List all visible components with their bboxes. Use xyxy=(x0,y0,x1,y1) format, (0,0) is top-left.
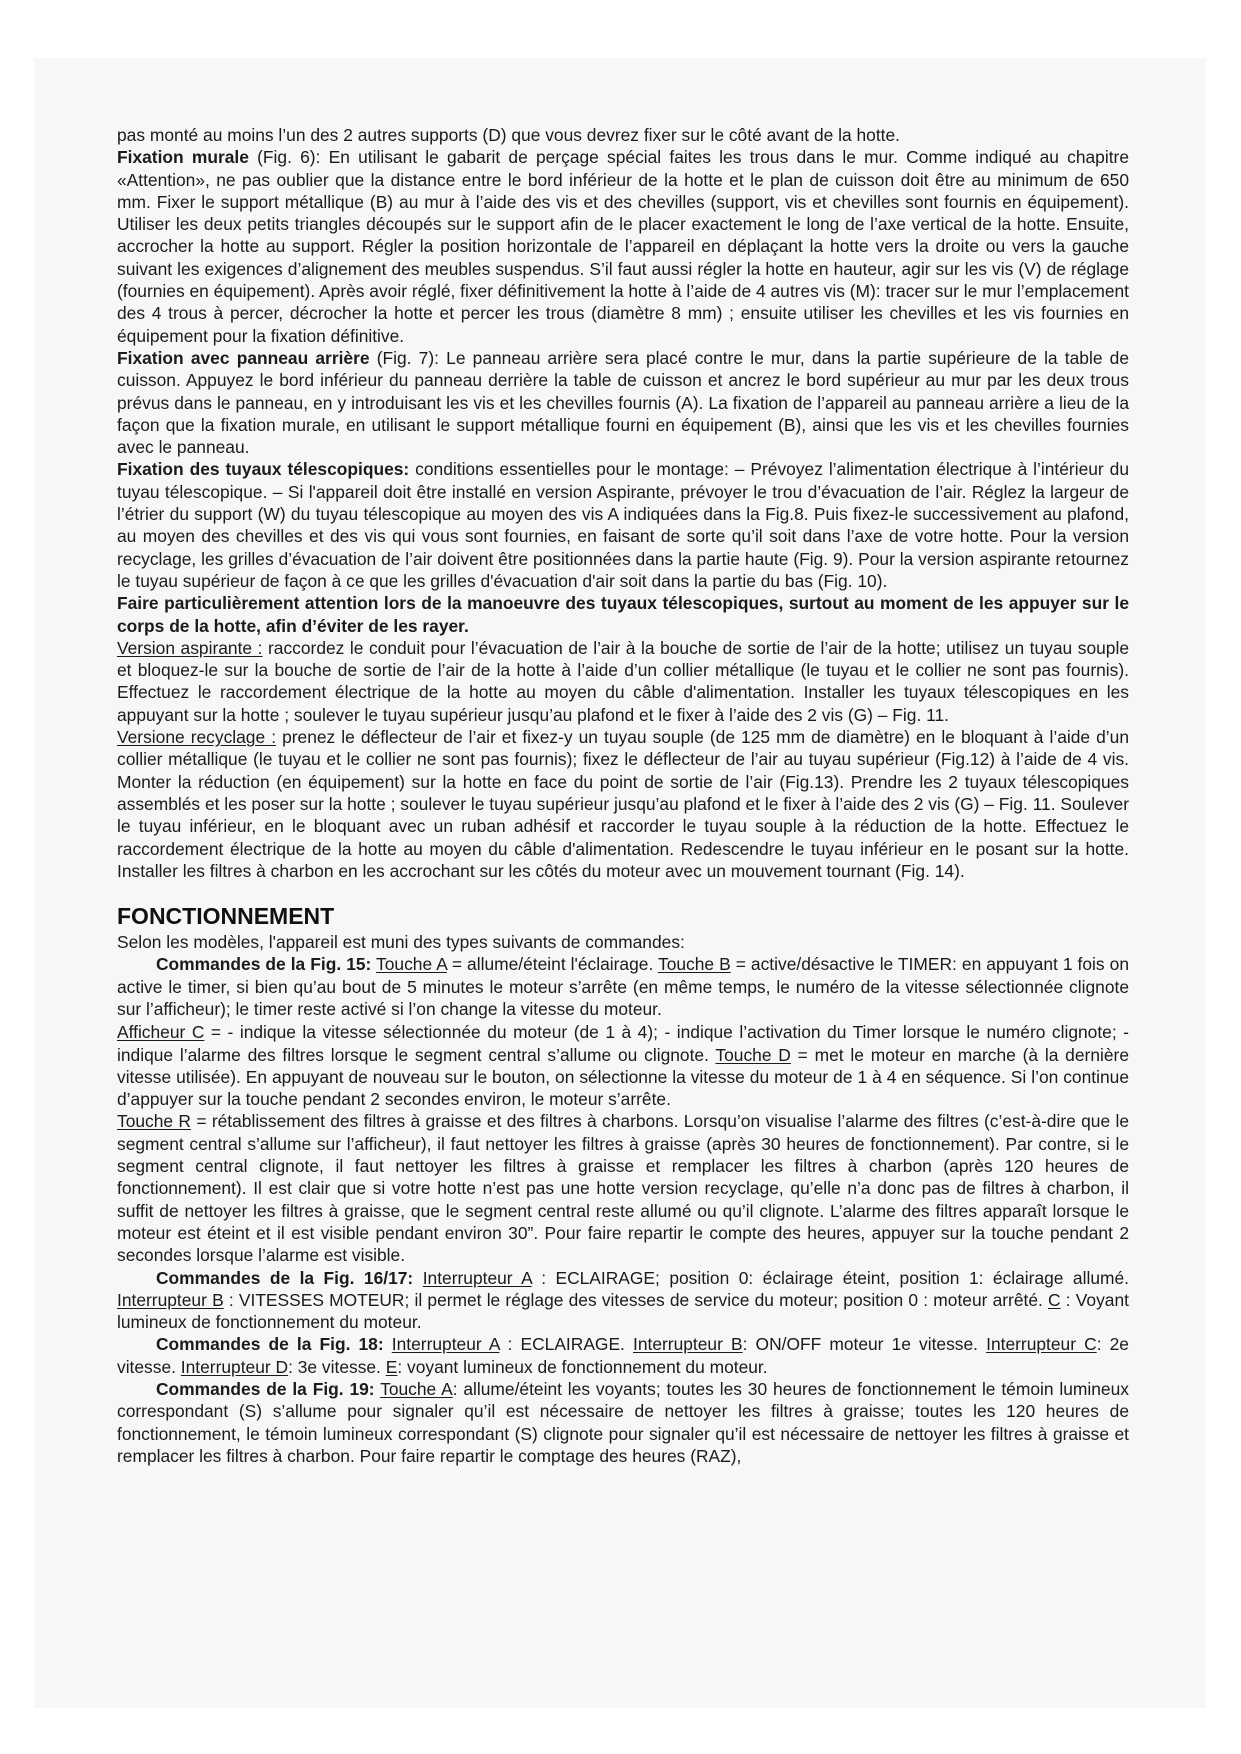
paragraph-intro: Selon les modèles, l'appareil est muni des types suivants de commandes: xyxy=(117,932,685,953)
paragraph-version-recyclage: Versione recyclage : prenez le déflecteur de l’air et fixez-y un tuyau souple (de 125 mm de diamètre) en le bloquant à l’aide d’un collier métallique (le tuyau et le collier ne sont pas fournis); fixez le déflecteur de l’air au tuyau supérieur (Fig.12) à l’aide de 4 vis. Monter la réduction (en équipement) sur la hotte en face du point de sortie de l’air (Fig.13). Prendre les 2 tuyaux télescopiques assemblés et les poser sur la hotte ; soulever le tuyau supérieur jusqu’au plafond et le fixer à l’aide des 2 vis (G) – Fig. 11. Soulever le tuyau inférieur, en le bloquant avec un ruban adhésif et raccorder le tuyau souple à la réduction de la hotte. Effectuez le raccordement électrique de la hotte au moyen du câble d'alimentation. Redescendre le tuyau inférieur en le posant sur la hotte. Installer les filtres à charbon en les accrochant sur les côtés du moteur avec un mouvement tournant (Fig. 14). xyxy=(117,727,1129,881)
paragraph-commandes-fig18: Commandes de la Fig. 18: Interrupteur A : ECLAIRAGE. Interrupteur B: ON/OFF moteur 1e vitesse. Interrupteur C: 2e vitesse. Interrupteur D: 3e vitesse. E: voyant lumineux de fonctionnement du moteur. xyxy=(117,1334,1129,1377)
paragraph-fixation-tuyaux: Fixation des tuyaux télescopiques: conditions essentielles pour le montage: – Prévoyez l’alimentation électrique à l’intérieur du tuyau télescopique. – Si l'appareil doit être installé en version Aspirante, prévoyer le trou d’évacuation de l’air. Réglez la largeur de l’étrier du support (W) du tuyau télescopique au moyen des vis A indiquées dans la Fig.8. Puis fixez-le successivement au plafond, au moyen des chevilles et des vis qui vous sont fournies, en faisant de sorte qu’il soit dans l’axe de votre hotte. Pour la version recyclage, les grilles d’évacuation de l’air doivent être positionnées dans la partie haute (Fig. 9). Pour la version aspirante retournez le tuyau supérieur de façon à ce que les grilles d'évacuation d'air soit dans la partie du bas (Fig. 10). xyxy=(117,459,1129,591)
paragraph-support-d: pas monté au moins l’un des 2 autres supports (D) que vous devrez fixer sur le côté avant de la hotte. xyxy=(117,125,900,145)
warning-paragraph: Faire particulièrement attention lors de la manoeuvre des tuyaux télescopiques, surtout au moment de les appuyer sur le corps de la hotte, afin d’éviter de les rayer. xyxy=(117,593,1129,636)
fixation-murale-title: Fixation murale xyxy=(117,147,249,168)
paragraph-afficheur: Afficheur C = - indique la vitesse sélectionnée du moteur (de 1 à 4); - indique l’activation du Timer lorsque le numéro clignote; - indique l’alarme des filtres lorsque le segment central s’allume ou clignote. Touche D = met le moteur en marche (à la dernière vitesse utilisée). En appuyant de nouveau sur le bouton, on sélectionne la vitesse du moteur de 1 à 4 en séquence. Si l’on continue d’appuyer sur la touche pendant 2 secondes environ, le moteur s’arrête. xyxy=(117,1022,1129,1110)
paragraph-touche-r: Touche R = rétablissement des filtres à graisse et des filtres à charbons. Lorsqu’on visualise l’alarme des filtres (c’est-à-dire que le segment central s’allume sur l’afficheur), il faut nettoyer les filtres à graisse (après 30 heures de fonctionnement). Par contre, si le segment central clignote, il faut nettoyer les filtres à graisse et remplacer les filtres à charbon (après 120 heures de fonctionnement). Il est clair que si votre hotte n’est pas une hotte version recyclage, qu’elle n’a donc pas de filtres à charbon, il suffit de nettoyer les filtres à graisse, que le segment central reste allumé ou qu’il clignote. L’alarme des filtres apparaît lorsque le moteur est éteint et il est visible pendant environ 30”. Pour faire repartir le compte des heures, appuyer sur la touche pendant 2 secondes lorsque l’alarme est visible. xyxy=(117,1111,1130,1266)
fixation-panneau-title: Fixation avec panneau arrière xyxy=(117,347,370,368)
commandes-fig1617-title: Commandes de la Fig. 16/17: xyxy=(156,1267,414,1288)
paragraph-commandes-fig16-17: Commandes de la Fig. 16/17: Interrupteur A : ECLAIRAGE; position 0: éclairage éteint, position 1: éclairage allumé. Interrupteur B : VITESSES MOTEUR; il permet le réglage des vitesses de service du moteur; position 0 : moteur arrêté. C : Voyant lumineux de fonctionnement du moteur. xyxy=(117,1267,1129,1333)
paragraph-fixation-panneau: Fixation avec panneau arrière (Fig. 7): Le panneau arrière sera placé contre le mur, dans la partie supérieure de la table de cuisson. Appuyez le bord inférieur du panneau derrière la table de cuisson et ancrez le bord supérieur au mur par les deux trous prévus dans le panneau, en y introduisant les vis et les chevilles fournis (A). La fixation de l’appareil au panneau arrière a lieu de la façon que la fixation murale, en utilisant le support métallique fourni en équipement (B), ainsi que les vis et les chevilles fournies avec le panneau. xyxy=(117,347,1130,458)
section-heading-fonctionnement: FONCTIONNEMENT xyxy=(117,903,335,930)
commandes-fig15-title: Commandes de la Fig. 15: xyxy=(156,954,372,975)
commandes-fig19-title: Commandes de la Fig. 19: xyxy=(156,1379,375,1400)
fixation-tuyaux-title: Fixation des tuyaux télescopiques: xyxy=(117,459,410,480)
paragraph-commandes-fig19: Commandes de la Fig. 19: Touche A: allume/éteint les voyants; toutes les 30 heures de fonctionnement le témoin lumineux correspondant (S) s’allume pour signaler qu’il est nécessaire de nettoyer les filtres à graisse; toutes les 120 heures de fonctionnement, le témoin lumineux correspondant (S) clignote pour signaler qu’il est nécessaire de nettoyer les filtres à graisse et remplacer les filtres à charbon. Pour faire repartir le comptage des heures (RAZ), xyxy=(117,1379,1129,1466)
paragraph-version-aspirante: Version aspirante : raccordez le conduit pour l’évacuation de l’air à la bouche de sortie de l’air de la hotte; utilisez un tuyau souple et bloquez-le sur la bouche de sortie de l’air de la hotte à l’aide d’un collier métallique (le tuyau et le collier ne sont pas fournis). Effectuez le raccordement électrique de la hotte au moyen du câble d'alimentation. Installer les tuyaux télescopiques en les appuyant sur la hotte ; soulever le tuyau supérieur jusqu’au plafond et le fixer à l’aide des 2 vis (G) – Fig. 11. xyxy=(117,637,1129,725)
document-body xyxy=(117,124,1129,1467)
version-aspirante-label: Version aspirante : xyxy=(117,637,263,658)
commandes-fig18-title: Commandes de la Fig. 18: xyxy=(156,1334,384,1355)
version-recyclage-label: Versione recyclage : xyxy=(117,727,277,748)
paragraph-commandes-fig15: Commandes de la Fig. 15: Touche A = allume/éteint l'éclairage. Touche B = active/désactive le TIMER: en appuyant 1 fois on active le timer, si bien qu’au bout de 5 minutes le moteur s’arrête (en même temps, le numéro de la vitesse sélectionnée clignote sur l’afficheur); le timer reste activé si l’on change la vitesse du moteur. xyxy=(117,954,1129,1019)
paragraph-fixation-murale: Fixation murale (Fig. 6): En utilisant le gabarit de perçage spécial faites les trous dans le mur. Comme indiqué au chapitre «Attention», ne pas oublier que la distance entre le bord inférieur de la hotte et le plan de cuisson doit être au minimum de 650 mm. Fixer le support métallique (B) au mur à l’aide des vis et des chevilles (support, vis et chevilles sont fournis en équipement). Utiliser les deux petits triangles découpés sur le support afin de le placer exactement le long de l’axe vertical de la hotte. Ensuite, accrocher la hotte au support. Régler la position horizontale de l’appareil en déplaçant la hotte vers la droite ou vers la gauche suivant les exigences d’alignement des meubles suspendus. S’il faut aussi régler la hotte en hauteur, agir sur les vis (V) de réglage (fournies en équipement). Après avoir réglé, fixer définitivement la hotte à l’aide de 4 autres vis (M): tracer sur le mur l’emplacement des 4 trous à percer, décrocher la hotte et percer les trous (diamètre 8 mm) ; ensuite utiliser les chevilles et les vis fournies en équipement pour la fixation définitive. xyxy=(117,147,1130,346)
